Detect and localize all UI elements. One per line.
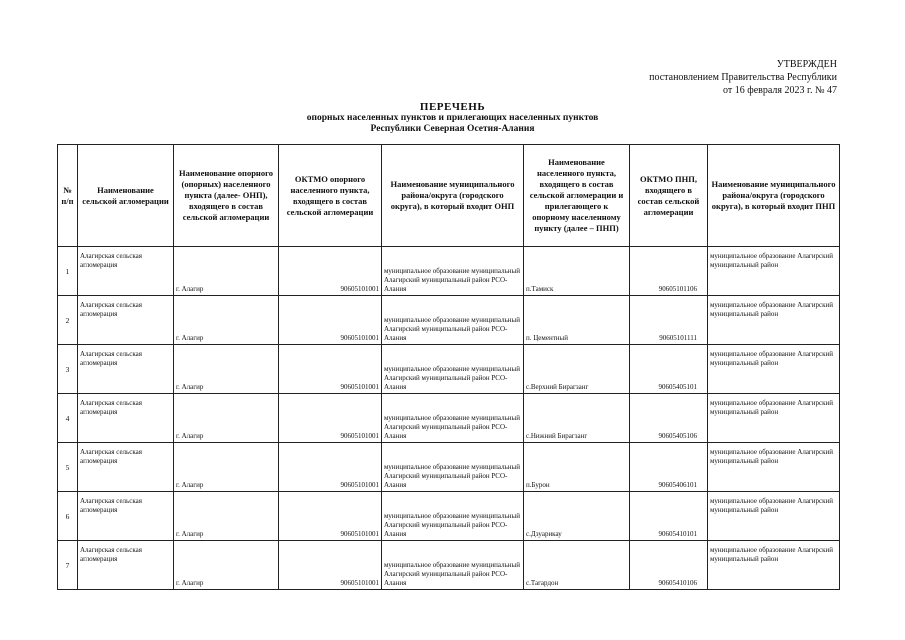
agglomeration-cell: Алагирская сельская агломерация	[78, 345, 174, 394]
pnp-cell: с.Тагардон	[524, 541, 630, 590]
title-line-2: опорных населенных пунктов и прилегающих населенных пунктов	[306, 113, 599, 123]
oktmo-pnp-cell: 90605406101	[630, 443, 708, 492]
header-oktmo-onp: ОКТМО опорного населенного пункта, входящего в состав сельской агломерации	[279, 145, 382, 247]
approval-line-3: от 16 февраля 2023 г. № 47	[722, 85, 837, 96]
district-pnp-cell: муниципальное образование Алагирский муниципальный район	[708, 492, 840, 541]
oktmo-pnp-cell: 90605405106	[630, 394, 708, 443]
onp-cell: г. Алагир	[174, 492, 279, 541]
table-row	[58, 541, 840, 590]
table-row	[58, 247, 840, 296]
oktmo-pnp-cell: 90605405101	[630, 345, 708, 394]
table-header-row	[58, 145, 840, 247]
table-row	[58, 345, 840, 394]
agglomeration-cell: Алагирская сельская агломерация	[78, 492, 174, 541]
pnp-cell: с.Верхний Бирагзанг	[524, 345, 630, 394]
title-line-3: Республики Северная Осетия-Алания	[370, 124, 535, 134]
district-pnp-cell: муниципальное образование Алагирский муниципальный район	[708, 247, 840, 296]
oktmo-onp-cell: 90605101001	[279, 296, 382, 345]
header-district-onp: Наименование муниципального района/округа (городского округа), в который входит ОНП	[382, 145, 524, 247]
district-onp-cell: муниципальное образование муниципальный Алагирский муниципальный район РСО-Алания	[382, 443, 524, 492]
approval-stamp	[649, 58, 837, 97]
table-row	[58, 443, 840, 492]
agglomeration-cell: Алагирская сельская агломерация	[78, 296, 174, 345]
pnp-cell: п.Тамиск	[524, 247, 630, 296]
row-number: 5	[58, 443, 78, 492]
row-number: 2	[58, 296, 78, 345]
row-number: 7	[58, 541, 78, 590]
row-number: 3	[58, 345, 78, 394]
header-pnp: Наименование населенного пункта, входящего в состав сельской агломерации и прилегающего к опорному населенному пункту (далее – ПНП)	[524, 145, 630, 247]
onp-cell: г. Алагир	[174, 345, 279, 394]
agglomeration-cell: Алагирская сельская агломерация	[78, 247, 174, 296]
onp-cell: г. Алагир	[174, 394, 279, 443]
oktmo-onp-cell: 90605101001	[279, 443, 382, 492]
district-pnp-cell: муниципальное образование Алагирский муниципальный район	[708, 394, 840, 443]
row-number: 1	[58, 247, 78, 296]
agglomeration-cell: Алагирская сельская агломерация	[78, 541, 174, 590]
row-number: 4	[58, 394, 78, 443]
table-row	[58, 492, 840, 541]
oktmo-pnp-cell: 90605410106	[630, 541, 708, 590]
agglomeration-cell: Алагирская сельская агломерация	[78, 394, 174, 443]
onp-cell: г. Алагир	[174, 443, 279, 492]
onp-cell: г. Алагир	[174, 296, 279, 345]
approval-line-1: УТВЕРЖДЕН	[776, 59, 837, 70]
oktmo-pnp-cell: 90605101111	[630, 296, 708, 345]
document-title	[0, 102, 905, 135]
approval-line-2: постановлением Правительства Республики	[649, 72, 837, 83]
district-onp-cell: муниципальное образование муниципальный Алагирский муниципальный район РСО-Алания	[382, 247, 524, 296]
header-number: № п/п	[58, 145, 78, 247]
header-agglomeration: Наименование сельской агломерации	[78, 145, 174, 247]
table-row	[58, 296, 840, 345]
settlements-table	[57, 144, 840, 590]
pnp-cell: с.Дзуарикау	[524, 492, 630, 541]
district-onp-cell: муниципальное образование муниципальный Алагирский муниципальный район РСО-Алания	[382, 492, 524, 541]
agglomeration-cell: Алагирская сельская агломерация	[78, 443, 174, 492]
district-onp-cell: муниципальное образование муниципальный Алагирский муниципальный район РСО-Алания	[382, 541, 524, 590]
header-district-pnp: Наименование муниципального района/округа (городского округа), в который входит ПНП	[708, 145, 840, 247]
oktmo-pnp-cell: 90605410101	[630, 492, 708, 541]
pnp-cell: с.Нижний Бирагзанг	[524, 394, 630, 443]
pnp-cell: п. Цементный	[524, 296, 630, 345]
table-row	[58, 394, 840, 443]
district-onp-cell: муниципальное образование муниципальный Алагирский муниципальный район РСО-Алания	[382, 394, 524, 443]
pnp-cell: п.Бурон	[524, 443, 630, 492]
oktmo-pnp-cell: 90605101106	[630, 247, 708, 296]
district-pnp-cell: муниципальное образование Алагирский муниципальный район	[708, 296, 840, 345]
oktmo-onp-cell: 90605101001	[279, 541, 382, 590]
header-oktmo-pnp: ОКТМО ПНП, входящего в состав сельской агломерации	[630, 145, 708, 247]
district-onp-cell: муниципальное образование муниципальный Алагирский муниципальный район РСО-Алания	[382, 296, 524, 345]
oktmo-onp-cell: 90605101001	[279, 394, 382, 443]
header-onp: Наименование опорного (опорных) населенного пункта (далее- ОНП), входящего в состав сельской агломерации	[174, 145, 279, 247]
oktmo-onp-cell: 90605101001	[279, 492, 382, 541]
oktmo-onp-cell: 90605101001	[279, 345, 382, 394]
title-line-1: ПЕРЕЧЕНЬ	[419, 101, 486, 113]
district-pnp-cell: муниципальное образование Алагирский муниципальный район	[708, 345, 840, 394]
onp-cell: г. Алагир	[174, 247, 279, 296]
oktmo-onp-cell: 90605101001	[279, 247, 382, 296]
district-pnp-cell: муниципальное образование Алагирский муниципальный район	[708, 541, 840, 590]
district-onp-cell: муниципальное образование муниципальный Алагирский муниципальный район РСО-Алания	[382, 345, 524, 394]
district-pnp-cell: муниципальное образование Алагирский муниципальный район	[708, 443, 840, 492]
row-number: 6	[58, 492, 78, 541]
onp-cell: г. Алагир	[174, 541, 279, 590]
